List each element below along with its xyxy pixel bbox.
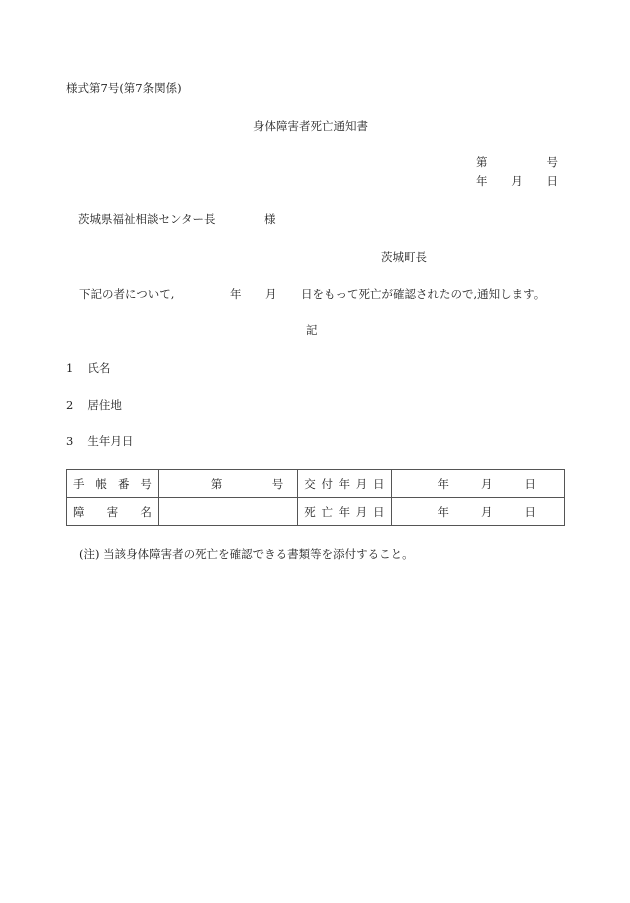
- label-char: 日: [372, 504, 385, 519]
- body-month: 月: [265, 287, 277, 301]
- doc-number-suffix: 号: [546, 155, 558, 169]
- document-number: [476, 155, 558, 169]
- body-lead: 下記の者について,: [79, 287, 175, 301]
- death-date-label: [298, 498, 391, 526]
- label-char: 帳: [95, 476, 107, 491]
- handbook-number-value[interactable]: [158, 470, 297, 498]
- table-row: [67, 470, 565, 498]
- number-prefix: 第: [210, 476, 223, 491]
- addressee-honorific: 様: [264, 212, 276, 226]
- body-tail: 日をもって死亡が確認されたので,通知します。: [301, 287, 546, 301]
- label-char: 月: [355, 476, 368, 491]
- note: (注) 当該身体障害者の死亡を確認できる書類等を添付すること。: [79, 547, 414, 561]
- label-char: 害: [106, 504, 119, 519]
- label-char: 番: [117, 476, 130, 491]
- item-2: [66, 398, 122, 412]
- document-date: [476, 174, 558, 188]
- disability-name-value[interactable]: [158, 498, 297, 526]
- label-char: 日: [372, 476, 385, 491]
- label-char: 年: [338, 504, 351, 519]
- item-number: 3: [66, 434, 74, 448]
- label-char: 交: [304, 476, 316, 491]
- document-title: 身体障害者死亡通知書: [253, 119, 368, 133]
- doc-date-month: 月: [511, 174, 523, 188]
- form-number: 様式第7号(第7条関係): [66, 81, 182, 95]
- handbook-number-label: [67, 470, 159, 498]
- death-date-value[interactable]: [391, 498, 565, 526]
- body-year: 年: [230, 287, 242, 301]
- date-month: 月: [481, 504, 493, 519]
- info-table: [66, 469, 565, 526]
- date-day: 日: [524, 504, 536, 519]
- item-number: 2: [66, 398, 74, 412]
- item-1: [66, 361, 110, 375]
- date-month: 月: [481, 476, 493, 491]
- label-char: 手: [73, 476, 85, 491]
- date-day: 日: [524, 476, 536, 491]
- label-char: 亡: [321, 504, 333, 519]
- item-label: 生年月日: [87, 434, 134, 448]
- addressee-name: 茨城県福祉相談センター長: [78, 212, 216, 226]
- label-char: 名: [140, 504, 152, 519]
- issue-date-label: [298, 470, 391, 498]
- item-label: 氏名: [87, 361, 111, 375]
- doc-number-prefix: 第: [476, 155, 488, 169]
- disability-name-label: [67, 498, 159, 526]
- doc-date-day: 日: [546, 174, 558, 188]
- date-year: 年: [437, 476, 449, 491]
- sender: 茨城町長: [381, 250, 427, 264]
- label-char: 障: [73, 504, 85, 519]
- ki-heading: 記: [306, 323, 318, 337]
- label-char: 付: [321, 476, 333, 491]
- number-suffix: 号: [271, 476, 284, 491]
- item-number: 1: [66, 361, 74, 375]
- label-char: 年: [338, 476, 351, 491]
- issue-date-value[interactable]: [391, 470, 565, 498]
- label-char: 月: [355, 504, 368, 519]
- table-row: [67, 498, 565, 526]
- item-label: 居住地: [87, 398, 122, 412]
- item-3: [66, 434, 133, 448]
- label-char: 号: [140, 476, 152, 491]
- label-char: 死: [304, 504, 316, 519]
- date-year: 年: [437, 504, 449, 519]
- doc-date-year: 年: [476, 174, 488, 188]
